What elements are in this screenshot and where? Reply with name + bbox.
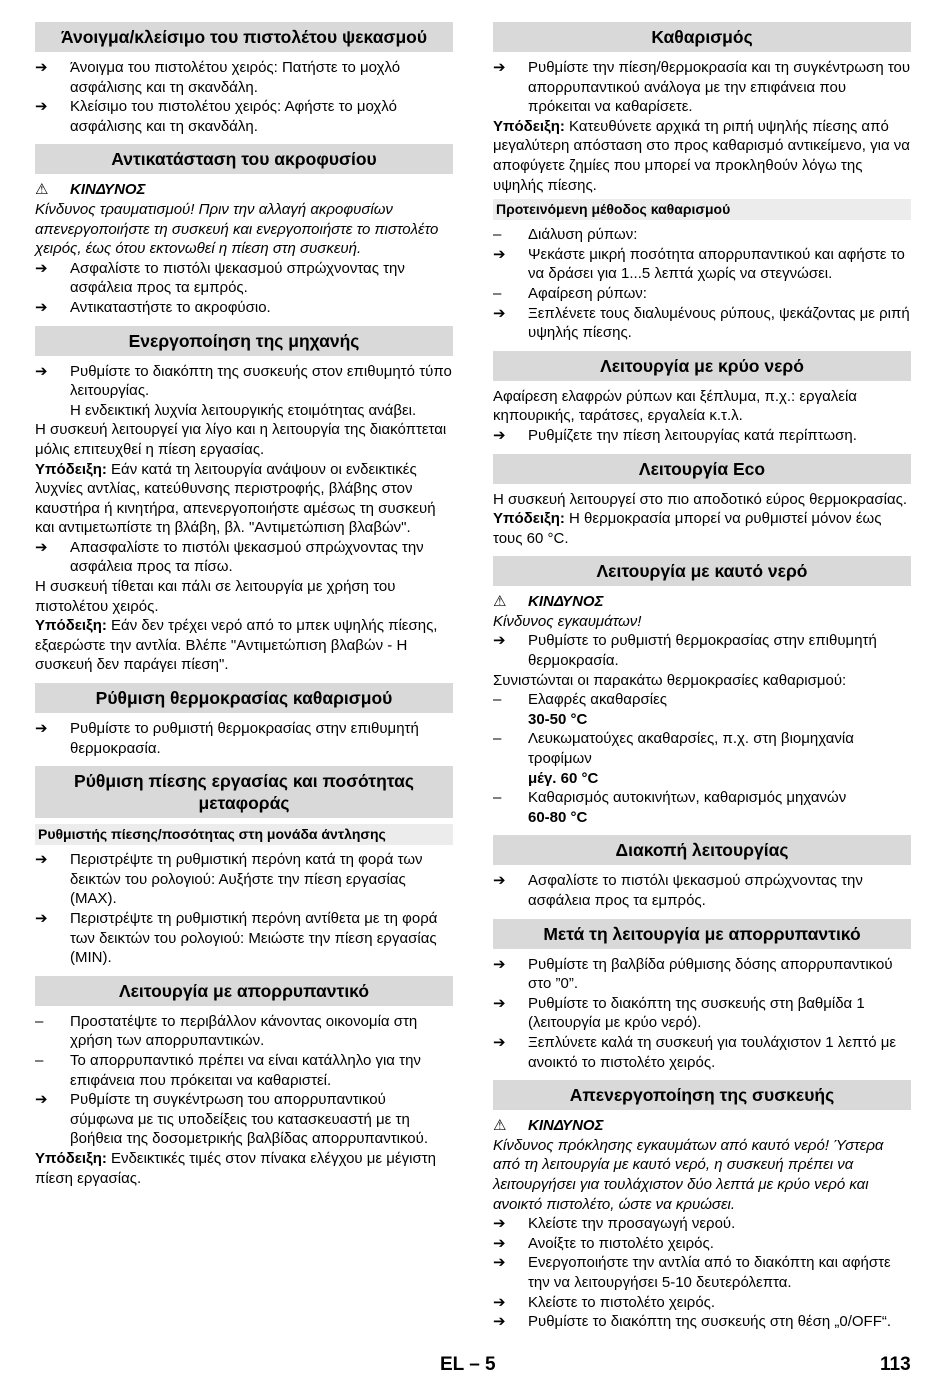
arrow-icon: ➔ bbox=[493, 1293, 506, 1311]
list-item: ➔ Ψεκάστε μικρή ποσότητα απορρυπαντικού και αφήστε το να δράσει για 1...5 λεπτά χωρίς να στεγνώσει. bbox=[493, 245, 905, 283]
section-heading-shutdown: Απενεργοποίηση της συσκευής bbox=[493, 1080, 911, 1110]
arrow-icon: ➔ bbox=[493, 632, 506, 650]
dash-marker: – bbox=[35, 1051, 44, 1069]
footer-section-label: EL – 5 bbox=[440, 1354, 496, 1375]
temperature-value: 30-50 °C bbox=[528, 710, 588, 728]
list-item: ➔ Κλείστε το πιστολέτο χειρός. bbox=[493, 1293, 716, 1311]
section-heading-pressure-flow: Ρύθμιση πίεσης εργασίας και ποσότητας μεταφοράς bbox=[35, 766, 453, 818]
right-column bbox=[493, 22, 911, 1332]
list-item: ➔ Κλείστε την προσαγωγή νερού. bbox=[493, 1215, 736, 1233]
list-item: ➔ Περιστρέψτε τη ρυθμιστική περόνη κατά τη φορά των δεικτών του ρολογιού: Αυξήστε την πίεση εργασίας (MAX). bbox=[35, 851, 423, 908]
section-heading-open-close-gun: Άνοιγμα/κλείσιμο του πιστολέτου ψεκασμού bbox=[35, 22, 453, 52]
arrow-icon: ➔ bbox=[493, 994, 506, 1012]
item-note: Η ενδεικτική λυχνία λειτουργικής ετοιμότητας ανάβει. bbox=[70, 401, 417, 419]
list-item: – Ελαφρές ακαθαρσίες bbox=[493, 691, 668, 709]
section-heading-hot-water: Λειτουργία με καυτό νερό bbox=[493, 556, 911, 586]
list-item: – Διάλυση ρύπων: bbox=[493, 226, 638, 244]
list-item: ➔ Ρυθμίζετε την πίεση λειτουργίας κατά περίπτωση. bbox=[493, 426, 857, 444]
dash-marker: – bbox=[493, 691, 502, 709]
arrow-icon: ➔ bbox=[493, 872, 506, 890]
arrow-icon: ➔ bbox=[493, 955, 506, 973]
hint-paragraph: Υπόδειξη: Ενδεικτικές τιμές στον πίνακα ελέγχου με μέγιστη πίεση εργασίας. bbox=[35, 1149, 436, 1187]
list-item: ➔ Ρυθμίστε τη βαλβίδα ρύθμισης δόσης απορρυπαντικού στο ”0”. bbox=[493, 955, 893, 993]
warning-icon: ⚠ bbox=[493, 1117, 507, 1135]
arrow-icon: ➔ bbox=[493, 1234, 506, 1252]
section-heading-after-detergent: Μετά τη λειτουργία με απορρυπαντικό bbox=[493, 919, 911, 949]
danger-text: Κίνδυνος πρόκλησης εγκαυμάτων από καυτό νερό! Ύστερα από τη λειτουργία με καυτό νερό, η συσκευή πρέπει να λειτουργήσει για τουλάχιστον δύο λεπτά με κρύο νερό και ανοικτό πιστολέτο, ώστε να κρυώσει. bbox=[493, 1136, 884, 1213]
arrow-icon: ➔ bbox=[493, 1033, 506, 1051]
danger-text: Κίνδυνος εγκαυμάτων! bbox=[493, 612, 642, 630]
hint-paragraph: Υπόδειξη: Κατευθύνετε αρχικά τη ριπή υψηλής πίεσης από μεγαλύτερη απόσταση στο προς καθαρισμό αντικείμενο, για να αποφύγετε ζημίες που μπορεί να προκληθούν λόγω της υψηλής πίεσης. bbox=[493, 117, 910, 194]
paragraph: Η συσκευή λειτουργεί για λίγο και η λειτουργία της διακόπτεται μόλις επιτευχθεί η πίεση εργασίας. bbox=[35, 421, 447, 458]
danger-label: ⚠ ΚΙΝΔΥΝΟΣ bbox=[493, 593, 604, 611]
list-item: ➔ Ενεργοποιήστε την αντλία από το διακόπτη και αφήστε την να λειτουργήσει 5-10 δευτερόλεπτα. bbox=[493, 1254, 891, 1291]
hint-paragraph: Υπόδειξη: Εάν δεν τρέχει νερό από το μπεκ υψηλής πίεσης, εξαερώστε την αντλία. Βλέπε "Αντιμετώπιση βλαβών - Η συσκευή δεν παράγει πίεση". bbox=[35, 617, 438, 674]
list-item: ➔ Ρυθμίστε το ρυθμιστή θερμοκρασίας στην επιθυμητή θερμοκρασία. bbox=[493, 632, 877, 670]
arrow-icon: ➔ bbox=[35, 1091, 48, 1109]
section-heading-nozzle-replacement: Αντικατάσταση του ακροφυσίου bbox=[35, 144, 453, 174]
list-item: ➔ Ρυθμίστε το διακόπτη της συσκευής στον επιθυμητό τύπο λειτουργίας. bbox=[35, 362, 452, 400]
list-item: – Καθαρισμός αυτοκινήτων, καθαρισμός μηχανών bbox=[493, 789, 847, 807]
arrow-icon: ➔ bbox=[35, 910, 48, 927]
dash-marker: – bbox=[35, 1012, 44, 1030]
list-item: ➔ Ασφαλίστε το πιστόλι ψεκασμού σπρώχνοντας την ασφάλεια προς τα εμπρός. bbox=[35, 259, 405, 297]
arrow-icon: ➔ bbox=[493, 304, 506, 322]
arrow-icon: ➔ bbox=[35, 538, 48, 556]
page-number: 113 bbox=[880, 1354, 911, 1375]
arrow-icon: ➔ bbox=[493, 1313, 506, 1331]
arrow-icon: ➔ bbox=[35, 851, 48, 869]
list-item: – Το απορρυπαντικό πρέπει να είναι κατάλληλο για την επιφάνεια που πρόκειται να καθαριστεί. bbox=[35, 1051, 421, 1089]
temperature-value: μέγ. 60 °C bbox=[528, 769, 599, 787]
list-item: ➔ Κλείσιμο του πιστολέτου χειρός: Αφήστε το μοχλό ασφάλισης και τη σκανδάλη. bbox=[35, 98, 397, 135]
list-item: ➔ Ρυθμίστε την πίεση/θερμοκρασία και τη συγκέντρωση του απορρυπαντικού ανάλογα με την επιφάνεια που πρόκειται να καθαρίσετε. bbox=[493, 59, 911, 116]
danger-label: ⚠ ΚΙΝΔΥΝΟΣ bbox=[35, 181, 146, 199]
arrow-icon: ➔ bbox=[493, 426, 506, 444]
dash-marker: – bbox=[493, 789, 502, 807]
list-item: ➔ Ξεπλύνετε καλά τη συσκευή για τουλάχιστον 1 λεπτό με ανοικτό το πιστολέτο χειρός. bbox=[493, 1033, 897, 1071]
subheading-pressure-regulator: Ρυθμιστής πίεσης/ποσότητας στη μονάδα άντλησης bbox=[35, 824, 453, 845]
section-heading-machine-start: Ενεργοποίηση της μηχανής bbox=[35, 326, 453, 356]
arrow-icon: ➔ bbox=[35, 298, 48, 316]
left-column bbox=[35, 22, 453, 1188]
list-item: ➔ Ρυθμίστε τη συγκέντρωση του απορρυπαντικού σύμφωνα με τις υποδείξεις του κατασκευαστή με τη βοήθεια της δοσομετρικής βαλβίδας απορρυπαντικού. bbox=[35, 1091, 429, 1148]
list-item: ➔ Ρυθμίστε το διακόπτη της συσκευής στη θέση „0/OFF“. bbox=[493, 1313, 892, 1331]
list-item: ➔ Ασφαλίστε το πιστόλι ψεκασμού σπρώχνοντας την ασφάλεια προς τα εμπρός. bbox=[493, 872, 863, 909]
danger-text: Κίνδυνος τραυματισμού! Πριν την αλλαγή ακροφυσίων απενεργοποιήστε τη συσκευή και ενεργοποιήστε το πιστολέτο χειρός, έως ότου εκτονωθεί η πίεση στη συσκευή. bbox=[35, 200, 439, 258]
subheading-recommended-method: Προτεινόμενη μέθοδος καθαρισμού bbox=[493, 199, 911, 220]
section-heading-detergent-operation: Λειτουργία με απορρυπαντικό bbox=[35, 976, 453, 1006]
paragraph: Αφαίρεση ελαφρών ρύπων και ξέπλυμα, π.χ.: εργαλεία κηπουρικής, ταράτσες, εργαλεία κ.τ.λ. bbox=[493, 387, 857, 425]
list-item: – Προστατέψτε το περιβάλλον κάνοντας οικονομία στη χρήση των απορρυπαντικών. bbox=[35, 1012, 418, 1050]
paragraph: Η συσκευή τίθεται και πάλι σε λειτουργία με χρήση του πιστολέτου χειρός. bbox=[35, 578, 396, 615]
section-heading-cleaning: Καθαρισμός bbox=[493, 22, 911, 52]
arrow-icon: ➔ bbox=[493, 59, 506, 76]
arrow-icon: ➔ bbox=[35, 362, 48, 380]
list-item: ➔ Ανοίξτε το πιστολέτο χειρός. bbox=[493, 1234, 714, 1252]
hint-paragraph: Υπόδειξη: Η θερμοκρασία μπορεί να ρυθμιστεί μόνον έως τους 60 °C. bbox=[493, 510, 882, 547]
list-item: ➔ Περιστρέψτε τη ρυθμιστική περόνη αντίθετα με τη φορά των δεικτών του ρολογιού: Μειώστε την πίεση εργασίας (MIN). bbox=[35, 910, 438, 967]
arrow-icon: ➔ bbox=[493, 1254, 506, 1272]
arrow-icon: ➔ bbox=[35, 59, 48, 76]
section-heading-stop-operation: Διακοπή λειτουργίας bbox=[493, 835, 911, 865]
section-heading-cold-water: Λειτουργία με κρύο νερό bbox=[493, 351, 911, 381]
dash-marker: – bbox=[493, 730, 502, 748]
arrow-icon: ➔ bbox=[493, 245, 506, 263]
arrow-icon: ➔ bbox=[35, 259, 48, 277]
paragraph: Η συσκευή λειτουργεί στο πιο αποδοτικό εύρος θερμοκρασίας. bbox=[493, 490, 908, 508]
arrow-icon: ➔ bbox=[35, 98, 48, 116]
list-item: ➔ Ρυθμίστε το ρυθμιστή θερμοκρασίας στην επιθυμητή θερμοκρασία. bbox=[35, 720, 419, 757]
warning-icon: ⚠ bbox=[493, 593, 507, 611]
section-heading-eco: Λειτουργία Eco bbox=[493, 454, 911, 484]
list-item: – Λευκωματούχες ακαθαρσίες, π.χ. στη βιομηχανία τροφίμων bbox=[493, 730, 854, 768]
list-item: – Αφαίρεση ρύπων: bbox=[493, 284, 647, 302]
list-item: ➔ Αντικαταστήστε το ακροφύσιο. bbox=[35, 298, 271, 316]
list-item: ➔ Ξεπλένετε τους διαλυμένους ρύπους, ψεκάζοντας με ριπή υψηλής πίεσης. bbox=[493, 304, 910, 342]
paragraph: Συνιστώνται οι παρακάτω θερμοκρασίες καθαρισμού: bbox=[493, 671, 847, 689]
danger-label: ⚠ ΚΙΝΔΥΝΟΣ bbox=[493, 1117, 604, 1135]
arrow-icon: ➔ bbox=[35, 720, 48, 738]
dash-marker: – bbox=[493, 284, 502, 302]
temperature-value: 60-80 °C bbox=[528, 808, 588, 826]
list-item: ➔ Απασφαλίστε το πιστόλι ψεκασμού σπρώχνοντας την ασφάλεια προς τα πίσω. bbox=[35, 538, 424, 576]
dash-marker: – bbox=[493, 226, 502, 244]
section-heading-temperature: Ρύθμιση θερμοκρασίας καθαρισμού bbox=[35, 683, 453, 713]
list-item: ➔ Ρυθμίστε το διακόπτη της συσκευής στη βαθμίδα 1 (λειτουργία με κρύο νερό). bbox=[493, 994, 865, 1032]
arrow-icon: ➔ bbox=[493, 1215, 506, 1233]
list-item: ➔ Άνοιγμα του πιστολέτου χειρός: Πατήστε το μοχλό ασφάλισης και τη σκανδάλη. bbox=[35, 59, 401, 96]
hint-paragraph: Υπόδειξη: Εάν κατά τη λειτουργία ανάψουν οι ενδεικτικές λυχνίες αντλίας, κατεύθυνσης περιστροφής, βλάβης στον καυστήρα ή κινητήρα, απενεργοποιήστε αμέσως τη συσκευή και αντιμετωπίστε τη βλάβη, βλ. "Αντιμετώπιση βλαβών". bbox=[35, 460, 436, 537]
warning-icon: ⚠ bbox=[35, 181, 49, 199]
